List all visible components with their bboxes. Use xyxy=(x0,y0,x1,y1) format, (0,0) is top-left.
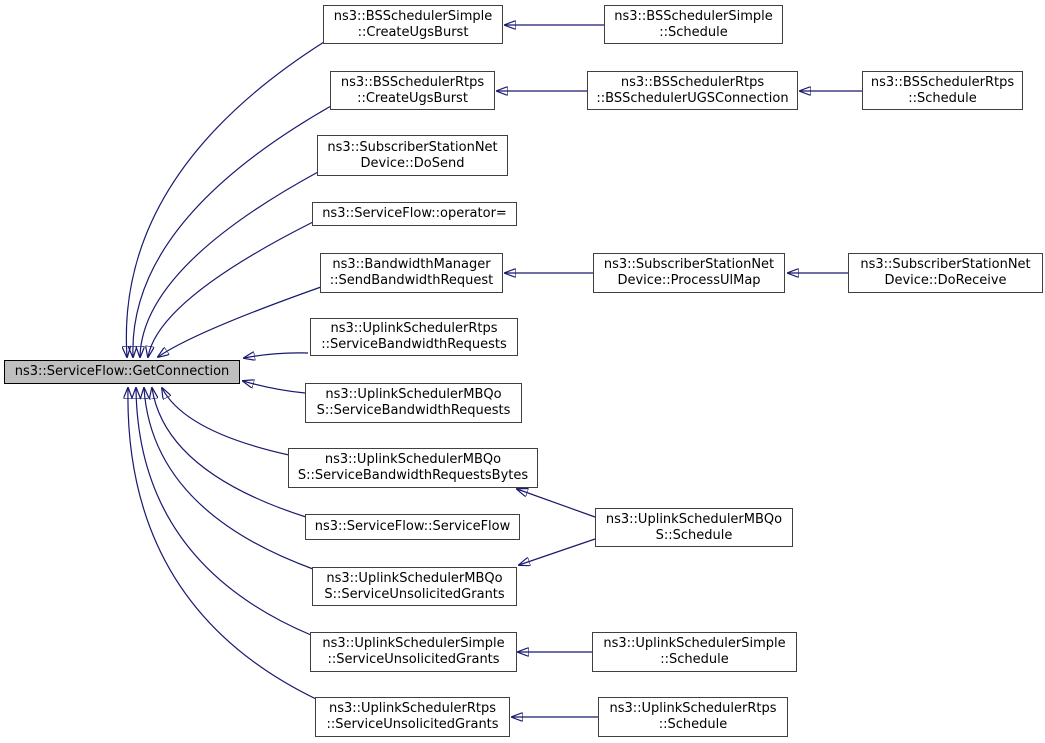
node-label: ::ServiceUnsolicitedGrants xyxy=(326,717,499,732)
edge-sf-serviceflow-to-main xyxy=(152,388,306,517)
node-label: ns3::SubscriberStationNet xyxy=(603,257,775,272)
node-bandwidthmanager-sendbandwidthrequest[interactable] xyxy=(320,253,503,293)
node-label: Device::ProcessUlMap xyxy=(617,273,761,288)
node-label: ::Schedule xyxy=(659,24,728,40)
edge-umbqos-sbr-to-main xyxy=(243,381,305,393)
edge-umbqos-schedule-to-umbqos-sbrb xyxy=(517,489,595,517)
node-label: ns3::BSSchedulerSimple xyxy=(614,8,773,24)
edge-ss-dosend-to-main xyxy=(140,172,318,357)
node-label: ::CreateUgsBurst xyxy=(357,90,468,106)
node-main-getconnection xyxy=(4,360,240,384)
edge-bss-simple-create-to-main xyxy=(126,42,324,357)
node-usimple-schedule[interactable] xyxy=(592,632,797,672)
node-bss-rtps-schedule[interactable] xyxy=(862,71,1023,110)
node-label: ns3::ServiceFlow::GetConnection xyxy=(14,364,230,379)
node-label: ns3::BSSchedulerRtps xyxy=(620,74,765,90)
node-serviceflow-operator-assign[interactable] xyxy=(312,202,517,226)
node-label: ns3::UplinkSchedulerMBQo xyxy=(326,570,503,586)
node-label: ns3::ServiceFlow::operator= xyxy=(322,206,507,221)
node-label: ns3::UplinkSchedulerRtps xyxy=(609,701,777,716)
node-label: ns3::UplinkSchedulerMBQo xyxy=(325,387,502,402)
edge-sf-operator-to-main xyxy=(148,222,313,357)
node-label: ns3::UplinkSchedulerSimple xyxy=(322,636,505,651)
node-serviceflow-constructor[interactable] xyxy=(305,514,520,540)
node-label: ::Schedule xyxy=(658,717,728,732)
node-label: S::Schedule xyxy=(655,527,733,543)
node-label: S::ServiceUnsolicitedGrants xyxy=(324,586,505,602)
node-label: S::ServiceBandwidthRequestsBytes xyxy=(297,468,529,483)
node-umbqos-servicebandwidthrequests[interactable] xyxy=(305,383,522,423)
node-urtps-schedule[interactable] xyxy=(598,697,788,737)
node-label: ::BSSchedulerUGSConnection xyxy=(596,90,789,106)
node-label: S::ServiceBandwidthRequests xyxy=(316,403,511,418)
edge-umbqos-sbrb-to-main xyxy=(162,388,289,455)
node-label: ::ServiceUnsolicitedGrants xyxy=(327,652,500,667)
edge-bss-rtps-create-to-main xyxy=(133,106,331,357)
node-bss-simple-createugsburst[interactable] xyxy=(323,5,503,44)
node-label: ns3::UplinkSchedulerMBQo xyxy=(605,511,783,527)
node-label: ns3::BSSchedulerRtps xyxy=(340,74,485,90)
node-label: ::Schedule xyxy=(660,652,729,667)
node-urtps-servicebandwidthrequests[interactable] xyxy=(310,318,518,356)
node-label: ns3::UplinkSchedulerMBQo xyxy=(324,452,502,467)
node-label: ns3::SubscriberStationNet xyxy=(327,139,498,155)
node-umbqos-servicebandwidthrequestsbytes[interactable] xyxy=(288,448,538,488)
edge-bwm-sendreq-to-main xyxy=(158,287,321,357)
node-label: ns3::SubscriberStationNet xyxy=(860,257,1031,272)
node-label: ns3::UplinkSchedulerRtps xyxy=(328,701,497,716)
node-label: ::CreateUgsBurst xyxy=(357,24,469,40)
node-label: Device::DoReceive xyxy=(884,273,1007,288)
node-umbqos-serviceunsolicitedgrants[interactable] xyxy=(312,567,517,606)
node-label: ns3::BSSchedulerSimple xyxy=(333,8,493,24)
edge-usimple-sug-to-main xyxy=(136,388,311,635)
node-bss-simple-schedule[interactable] xyxy=(604,5,783,44)
node-label: ns3::UplinkSchedulerRtps xyxy=(330,321,498,336)
node-label: ::SendBandwidthRequest xyxy=(329,273,494,288)
node-label: ns3::BandwidthManager xyxy=(332,257,491,272)
node-ss-dosend[interactable] xyxy=(317,135,508,176)
edge-umbqos-schedule-to-umbqos-sug xyxy=(519,539,595,565)
node-bss-rtps-ugsconnection[interactable] xyxy=(587,71,798,110)
node-usimple-serviceunsolicitedgrants[interactable] xyxy=(310,632,517,672)
edge-urtps-sbr-to-main xyxy=(244,353,308,358)
node-label: ns3::UplinkSchedulerSimple xyxy=(603,636,786,651)
node-label: ::Schedule xyxy=(908,90,977,106)
node-ss-processulmap[interactable] xyxy=(593,253,785,293)
node-label: Device::DoSend xyxy=(360,155,465,171)
node-ss-doreceive[interactable] xyxy=(848,253,1043,293)
node-umbqos-schedule[interactable] xyxy=(595,508,793,547)
node-label: ::ServiceBandwidthRequests xyxy=(321,337,507,352)
node-urtps-serviceunsolicitedgrants[interactable] xyxy=(315,697,510,737)
node-label: ns3::ServiceFlow::ServiceFlow xyxy=(314,519,511,534)
node-bss-rtps-createugsburst[interactable] xyxy=(330,71,495,110)
node-label: ns3::BSSchedulerRtps xyxy=(870,74,1015,90)
